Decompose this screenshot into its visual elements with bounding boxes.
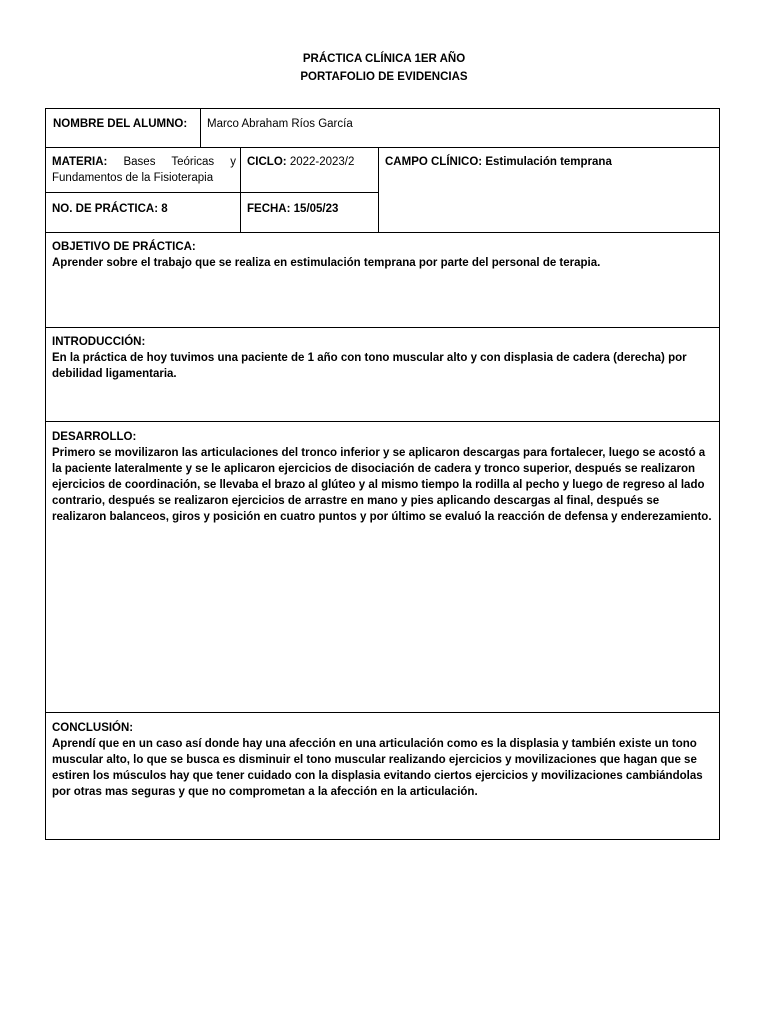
ciclo-cell: [247, 154, 375, 170]
row-divider-2a: [46, 192, 378, 193]
ciclo-value: 2022-2023/2: [289, 156, 355, 168]
title-line-1: PRÁCTICA CLÍNICA 1ER AÑO: [302, 53, 466, 65]
practica-value: 8: [161, 203, 168, 215]
alumno-label: NOMBRE DEL ALUMNO:: [53, 118, 188, 130]
practice-form: [45, 108, 720, 840]
materia-label: MATERIA:: [52, 156, 108, 168]
title-line-2: PORTAFOLIO DE EVIDENCIAS: [300, 71, 468, 83]
document-title: [0, 50, 768, 86]
desarrollo-text: Primero se movilizaron las articulaciones del tronco inferior y se aplicaron descargas para fortalecer, luego se acostó a la paciente lateralmente y se le aplicaron ejercicios de disociación de cadera y tronco superior, después se realizaron ejercicios de coordinación, se llevaba el brazo al glúteo y al mismo tiempo la rodilla al pecho y luego de regreso al lado contrario, después se realizaron ejercicios de arrastre en mano y pies aplicando descargas al final, después se realizaron balanceos, giros y posición en cuatro puntos y por último se evaluó la reacción de defensa y enderezamiento.: [52, 447, 712, 523]
conclusion-section: [52, 720, 712, 800]
desarrollo-label: DESARROLLO:: [52, 431, 137, 443]
col-divider-materia: [240, 147, 241, 232]
conclusion-text: Aprendí que en un caso así donde hay una afección en una articulación como es la displasia y también existe un tono muscular alto, lo que se busca es disminuir el tono muscular realizando ejercicios y movilizaciones que hagan que se estiren los músculos hay que tener cuidado con la displasia evitando ciertos ejercicios y movilizaciones cambiándolas por otras mas seguras y que no comprometan a la afección en la articulación.: [52, 738, 703, 798]
desarrollo-section: [52, 429, 712, 525]
col-divider-campo: [378, 147, 379, 232]
materia-cell: [52, 154, 236, 186]
objetivo-section: [52, 239, 712, 271]
introduccion-text: En la práctica de hoy tuvimos una paciente de 1 año con tono muscular alto y con displasia de cadera (derecha) por debilidad ligamentaria.: [52, 352, 687, 380]
practica-label: NO. DE PRÁCTICA:: [52, 203, 159, 215]
introduccion-label: INTRODUCCIÓN:: [52, 336, 146, 348]
conclusion-label: CONCLUSIÓN:: [52, 722, 134, 734]
col-divider-alumno: [200, 109, 201, 147]
row-divider-5: [46, 421, 719, 422]
materia-value: Bases Teóricas y Fundamentos de la Fisioterapia: [52, 156, 237, 184]
fecha-cell: [247, 201, 375, 217]
row-divider-4: [46, 327, 719, 328]
row-divider-6: [46, 712, 719, 713]
fecha-label: FECHA:: [247, 203, 291, 215]
alumno-value: Marco Abraham Ríos García: [207, 118, 353, 130]
row-divider-1: [46, 147, 719, 148]
objetivo-label: OBJETIVO DE PRÁCTICA:: [52, 241, 196, 253]
objetivo-text: Aprender sobre el trabajo que se realiza en estimulación temprana por parte del personal de terapia.: [52, 257, 601, 269]
campo-label: CAMPO CLÍNICO:: [385, 156, 483, 168]
campo-value: Estimulación temprana: [485, 156, 612, 168]
ciclo-label: CICLO:: [247, 156, 287, 168]
campo-cell: [385, 154, 715, 170]
row-divider-3: [46, 232, 719, 233]
practica-cell: [52, 201, 236, 217]
introduccion-section: [52, 334, 712, 382]
fecha-value: 15/05/23: [293, 203, 339, 215]
